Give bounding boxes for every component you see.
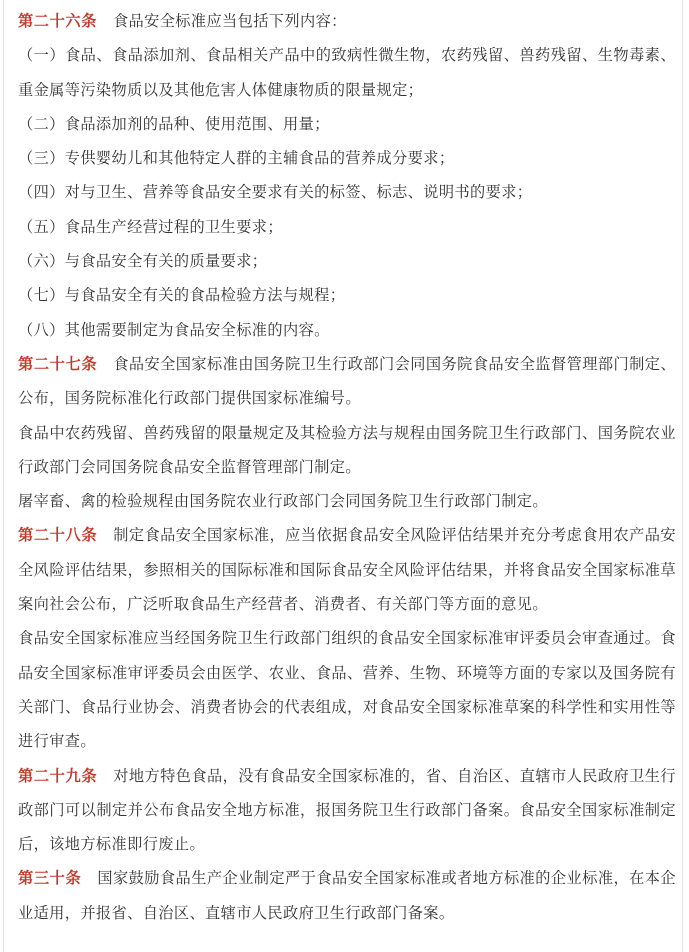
law-text — [18, 4, 676, 930]
paragraph: 屠宰畜、禽的检验规程由国务院农业行政部门会同国务院卫生行政部门制定。 — [18, 492, 548, 511]
article-29 — [18, 759, 676, 862]
list-item: （八）其他需要制定为食品安全标准的内容。 — [18, 320, 330, 339]
article-title: 第三十条 — [18, 869, 82, 888]
list-item: （四）对与卫生、营养等食品安全要求有关的标签、标志、说明书的要求； — [18, 183, 533, 202]
list-item: （二）食品添加剂的品种、使用范围、用量； — [18, 114, 330, 133]
article-28 — [18, 518, 676, 621]
article-26 — [18, 4, 676, 38]
article-title: 第二十八条 — [18, 526, 98, 545]
list-item: （三）专供婴幼儿和其他特定人群的主辅食品的营养成分要求； — [18, 149, 455, 168]
article-title: 第二十六条 — [18, 12, 97, 30]
paragraph: 食品安全国家标准应当经国务院卫生行政部门组织的食品安全国家标准审评委员会审查通过。食品安全国家标准审评委员会由医学、农业、食品、营养、生物、环境等方面的专家以及国务院有关部门、食品行业协会、消费者协会的代表组成，对食品安全国家标准草案的科学性和实用性等进行审查。 — [18, 629, 676, 751]
paragraph: 食品中农药残留、兽药残留的限量规定及其检验方法与规程由国务院卫生行政部门、国务院农业行政部门会同国务院食品安全监督管理部门制定。 — [18, 423, 676, 476]
list-item: （一）食品、食品添加剂、食品相关产品中的致病性微生物，农药残留、兽药残留、生物毒素、重金属等污染物质以及其他危害人体健康物质的限量规定； — [18, 46, 676, 99]
list-item: （七）与食品安全有关的食品检验方法与规程； — [18, 286, 346, 305]
article-title: 第二十七条 — [18, 354, 98, 373]
article-30 — [18, 861, 676, 930]
list-item: （五）食品生产经营过程的卫生要求； — [18, 217, 283, 236]
article-text: 制定食品安全国家标准，应当依据食品安全风险评估结果并充分考虑食用农产品安全风险评估结果，参照相关的国际标准和国际食品安全风险评估结果，并将食品安全国家标准草案向社会公布，广泛听取食品生产经营者、消费者、有关部门等方面的意见。 — [18, 526, 677, 614]
article-text: 食品安全标准应当包括下列内容： — [112, 12, 347, 30]
article-27 — [18, 347, 676, 416]
document-page — [3, 0, 683, 952]
list-item: （六）与食品安全有关的质量要求； — [18, 252, 268, 271]
article-text: 食品安全国家标准由国务院卫生行政部门会同国务院食品安全监督管理部门制定、公布，国务院标准化行政部门提供国家标准编号。 — [18, 354, 677, 408]
article-text: 对地方特色食品，没有食品安全国家标准的，省、自治区、直辖市人民政府卫生行政部门可以制定并公布食品安全地方标准，报国务院卫生行政部门备案。食品安全国家标准制定后，该地方标准即行废止。 — [18, 766, 677, 854]
article-title: 第二十九条 — [18, 766, 98, 785]
article-text: 国家鼓励食品生产企业制定严于食品安全国家标准或者地方标准的企业标准，在本企业适用，并报省、自治区、直辖市人民政府卫生行政部门备案。 — [18, 869, 676, 922]
